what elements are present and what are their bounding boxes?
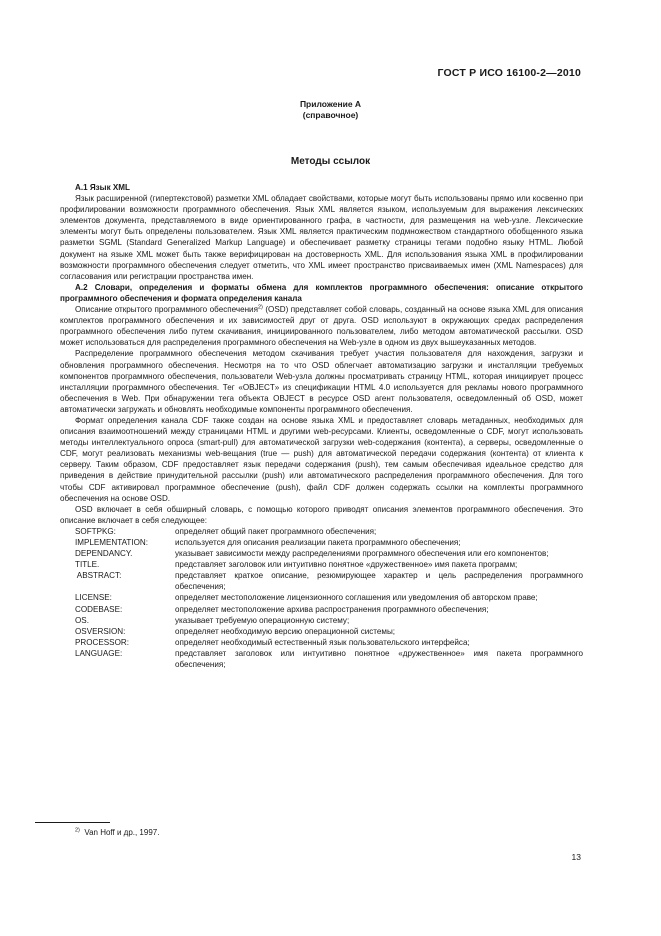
section-a2-paragraph-2: Распределение программного обеспечения методом скачивания требует участия пользователя для нахождения, загрузки и обновления программного обеспечения. Несмотря на то что OSD облегчает автоматизацию загрузки и инсталляции требуемых компонентов программного обеспечения, пользователи Web-узла должны просматривать страницу HTML, которая инициирует процесс инсталляции программного обеспечения. Тег «OBJECT» из спецификации HTML 4.0 используется для рекламы нового программного обеспечения в Web. При обнаружении тега объекта OBJECT в ресурсе OSD агент пользователя, осведомленный об OSD, может автоматически загружать и обновлять необходимые компоненты программного обеспечения.: [60, 349, 583, 414]
footnote: [75, 828, 159, 837]
footnote-text: Van Hoff и др., 1997.: [84, 828, 160, 837]
definition-term: OS.: [75, 615, 89, 625]
definition-term: LANGUAGE:: [75, 648, 123, 658]
definition-description: указывает требуемую операционную систему;: [175, 615, 350, 625]
document-body: [60, 182, 583, 670]
appendix-subtitle: (справочное): [302, 110, 359, 120]
section-a1-heading: А.1 Язык XML: [75, 183, 130, 192]
definition-description: определяет необходимую версию операционной системы;: [175, 626, 396, 636]
appendix-heading: [0, 99, 661, 121]
definition-description: представляет заголовок или интуитивно понятное «дружественное» имя пакета программного обеспечения;: [175, 648, 583, 670]
definition-description: используется для описания реализации пакета программного обеспечения;: [175, 538, 461, 547]
definition-description: указывает зависимости между распределениями программного обеспечения или его компонентов;: [175, 549, 549, 559]
osd-text-after: (OSD) представляет собой словарь, созданный на основе языка XML для описания комплектов программного обеспечения и их зависимостей друг от друга. OSD используют в окружающих средах распределения программного обеспечения либо путем скачивания, инициированного пользователем, либо методом автоматической рассылки. OSD может использоваться для распределения программного обеспечения на Web-узле в одном из двух вышеуказанных методов.: [60, 305, 583, 348]
document-code: ГОСТ Р ИСО 16100-2—2010: [437, 67, 581, 79]
definition-row: [60, 626, 583, 637]
footnote-marker: 2): [75, 827, 80, 834]
appendix-title: Приложение А: [299, 99, 362, 109]
definition-description: определяет общий пакет программного обеспечения;: [175, 526, 377, 536]
definition-term: LICENSE:: [75, 593, 112, 603]
footnote-separator: [35, 822, 110, 823]
section-a2-paragraph-3: Формат определения канала CDF также создан на основе языка XML и предоставляет словарь метаданных, необходимых для описания взаимоотношений между страницами HTML и другими web-ресурсами. Клиенты, осведомленные о CDF, могут использовать методы интеллектуального опроса (smart-pull) для автоматической загрузки web-содержания (контента), а серверы, осведомленные о CDF, могут реализовать механизмы web-вещания (true — push) для автоматической передачи содержания (контента) от клиента к серверу. Таким образом, CDF предоставляет язык передачи содержания (push), тем самым обеспечивая идеальное средство для приведения в действие принудительной рассылки (push) или автоматического распределения программного обеспечения. Для того чтобы CDF активировал программное обеспечение (push), файл CDF должен содержать ссылки на комплекты программного обеспечения на основе OSD.: [60, 415, 583, 503]
definition-row: [60, 548, 583, 559]
definition-row: [60, 592, 583, 603]
definition-description: определяет местоположение лицензионного соглашения или уведомления об авторском праве;: [175, 593, 538, 603]
section-a2-heading: А.2 Словари, определения и форматы обмена для комплектов программного обеспечения: описание открытого программного обеспечения и формата определения канала: [60, 282, 583, 303]
definition-row: [60, 570, 583, 592]
definition-term: SOFTPKG:: [75, 526, 116, 536]
definition-row: [60, 537, 583, 548]
definition-term: DEPENDANCY.: [75, 549, 133, 559]
definition-row: [60, 526, 583, 537]
definition-row: [60, 615, 583, 626]
section-a2-paragraph-1: [60, 304, 583, 348]
page-number: 13: [571, 852, 581, 862]
section-a2-paragraph-4: OSD включает в себя обширный словарь, с помощью которого приводят описания элементов программного обеспечения. Это описание включает в себя следующее:: [60, 504, 583, 525]
page-title: Методы ссылок: [290, 156, 371, 167]
definition-row: [60, 637, 583, 648]
definition-term: TITLE.: [75, 560, 100, 570]
definition-term: ABSTRACT:: [75, 571, 122, 581]
definition-row: [60, 559, 583, 570]
definition-description: определяет необходимый естественный язык пользовательского интерфейса;: [175, 637, 470, 647]
definition-term: CODEBASE:: [75, 604, 123, 614]
footnote-reference: 2): [257, 304, 263, 311]
definition-description: представляет заголовок или интуитивно понятное «дружественное» имя пакета программ;: [175, 560, 518, 570]
definition-row: [60, 604, 583, 615]
definition-description: определяет местоположение архива распространения программного обеспечения;: [175, 604, 489, 614]
definition-list: [60, 526, 583, 670]
definition-term: IMPLEMENTATION:: [75, 538, 148, 547]
definition-row: [60, 648, 583, 670]
definition-term: OSVERSION:: [75, 626, 126, 636]
definition-description: представляет краткое описание, резюмирующее характер и цель распределения программного обеспечения;: [175, 571, 583, 592]
osd-text-before: Описание открытого программного обеспечения: [75, 305, 258, 315]
section-a1-paragraph: Язык расширенной (гипертекстовой) разметки XML обладает свойствами, которые могут быть использованы прямо или косвенно при профилировании возможности программного обеспечения. Язык XML является языком, используемым для выражения лексических элементов документа, представляемого в виде ориентированного графа, в частности, для размещения на web-узле. Лексические элементы могут быть определены пользователем. Язык XML является практическим подмножеством стандартного обобщенного языка разметки SGML (Standard Generalized Markup Language) и обеспечивает разметку страницы тегами подобно языку HTML. Любой документ на языке XML может быть также верифицирован на достоверность XML. Для использования языка XML в профилировании возможности программного обеспечения следует отметить, что XML имеет пространство присваиваемых имен (XML Namespaces) для согласования или регистрации пространства имен.: [60, 194, 583, 281]
definition-term: PROCESSOR:: [75, 637, 129, 647]
